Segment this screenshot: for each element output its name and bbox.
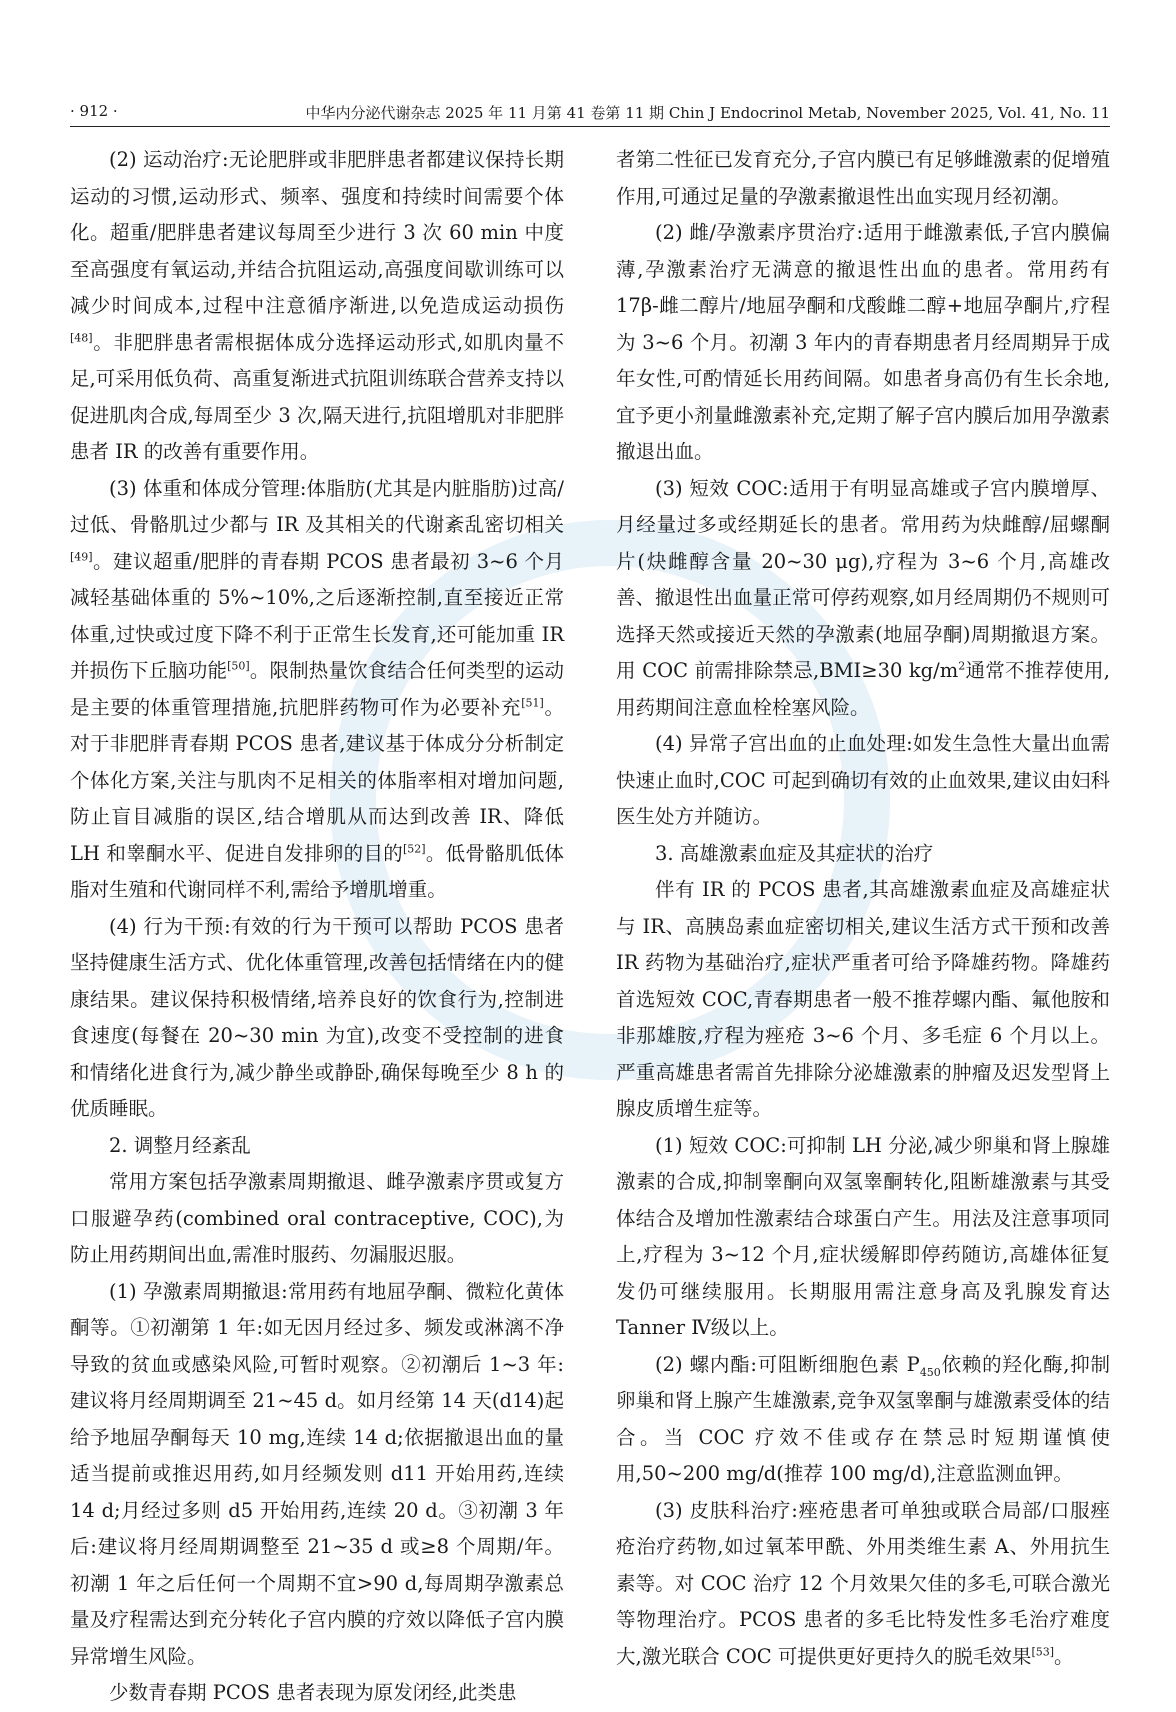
reference-53: [53] xyxy=(1031,1645,1055,1658)
paragraph-regimens: 常用方案包括孕激素周期撤退、雌孕激素序贯或复方口服避孕药(combined oral contraceptive, COC),为防止用药期间出血,需准时服药、勿漏服迟服。 xyxy=(70,1170,564,1266)
right-column xyxy=(616,142,1110,1675)
journal-citation: 中华内分泌代谢杂志 2025 年 11 月第 41 卷第 11 期 Chin J Endocrinol Metab, November 2025, Vol. 41, No. 11 xyxy=(305,104,1110,122)
paragraph-coc-antiandrogen: (1) 短效 COC:可抑制 LH 分泌,减少卵巢和肾上腺雄激素的合成,抑制睾酮向双氢睾酮转化,阻断雄激素与其受体结合及增加性激素结合球蛋白产生。用法及注意事项同上,疗程为 3~12 个月,症状缓解即停药随访,高雄体征复发仍可继续服用。长期服用需注意身高及乳腺发育达 Tanner Ⅳ级以上。 xyxy=(616,1133,1110,1339)
reference-49: [49] xyxy=(70,550,93,563)
page-number: · 912 · xyxy=(70,102,118,120)
section-heading-hyperandrogenism: 3. 高雄激素血症及其症状的治疗 xyxy=(655,841,934,865)
section-heading-menstrual: 2. 调整月经紊乱 xyxy=(109,1133,251,1157)
reference-48: [48] xyxy=(70,331,93,344)
paragraph-coc: (3) 短效 COC:适用于有明显高雄或子宫内膜增厚、月经量过多或经期延长的患者。常用药为炔雌醇/屈螺酮片(炔雌醇含量 20~30 μg),疗程为 3~6 个月,高雄改善、撤退性出血量正常可停药观察,如月经周期仍不规则可选择天然或接近天然的孕激素(地屈孕酮)周期撤退方案。用 COC 前需排除禁忌,BMI≥30 $kg/m^2$通常不推荐使用,用药期间注意血栓栓塞风险。 xyxy=(616,476,1110,719)
paragraph-dermatology: (3) 皮肤科治疗:痤疮患者可单独或联合局部/口服痤疮治疗药物,如过氧苯甲酰、外用类维生素 A、外用抗生素等。对 COC 治疗 12 个月效果欠佳的多毛,可联合激光等物理治疗。PCOS 患者的多毛比特发性多毛治疗难度大,激光联合 COC 可提供更好更持久的脱毛效果[53]。 xyxy=(616,1498,1110,1668)
left-column xyxy=(70,142,564,1712)
paragraph-primary-amenorrhea: 少数青春期 PCOS 患者表现为原发闭经,此类患 xyxy=(109,1681,517,1704)
paragraph-spironolactone: (2) 螺内酯:可阻断细胞色素 $P_{450}$依赖的羟化酶,抑制卵巢和肾上腺产生雄激素,竞争双氢睾酮与雄激素受体的结合。当 COC 疗效不佳或存在禁忌时短期谨慎使用,50~200 mg/d(推荐 100 mg/d),注意监测血钾。 xyxy=(616,1352,1110,1485)
running-header xyxy=(70,100,1110,127)
paragraph-sequential: (2) 雌/孕激素序贯治疗:适用于雌激素低,子宫内膜偏薄,孕激素治疗无满意的撤退性出血的患者。常用药有 17β-雌二醇片/地屈孕酮和戊酸雌二醇+地屈孕酮片,疗程为 3~6 个月。初潮 3 年内的青春期患者月经周期异于成年女性,可酌情延长用药间隔。如患者身高仍有生长余地,宜予更小剂量雌激素补充,定期了解子宫内膜后加用孕激素撤退出血。 xyxy=(616,221,1110,463)
paragraph-exercise: (2) 运动治疗:无论肥胖或非肥胖患者都建议保持长期运动的习惯,运动形式、频率、强度和持续时间需要个体化。超重/肥胖患者建议每周至少进行 3 次 60 min 中度至高强度有氧运动,并结合抗阻运动,高强度间歇训练可以减少时间成本,过程中注意循序渐进,以免造成运动损伤[48]。非肥胖患者需根据体成分选择运动形式,如肌肉量不足,可采用低负荷、高重复渐进式抗阻训练联合营养支持以促进肌肉合成,每周至少 3 次,隔天进行,抗阻增肌对非肥胖患者 IR 的改善有重要作用。 xyxy=(70,148,564,463)
reference-51: [51] xyxy=(521,696,544,709)
paragraph-behavior: (4) 行为干预:有效的行为干预可以帮助 PCOS 患者坚持健康生活方式、优化体重管理,改善包括情绪在内的健康结果。建议保持积极情绪,培养良好的饮食行为,控制进食速度(每餐在 20~30 min 为宜),改变不受控制的进食和情绪化进食行为,减少静坐或静卧,确保每晚至少 8 h 的优质睡眠。 xyxy=(70,914,564,1120)
reference-52: [52] xyxy=(403,842,426,855)
reference-50: [50] xyxy=(227,659,250,673)
paragraph-progestin-withdrawal: (1) 孕激素周期撤退:常用药有地屈孕酮、微粒化黄体酮等。①初潮第 1 年:如无因月经过多、频发或淋漓不净导致的贫血或感染风险,可暂时观察。②初潮后 1~3 年:建议将月经周期调至 21~45 d。如月经第 14 天(d14)起给予地屈孕酮每天 10 mg,连续 14 d;依据撤退出血的量适当提前或推迟用药,如月经频发则 d11 开始用药,连续 14 d;月经过多则 d5 开始用药,连续 20 d。③初潮 3 年后:建议将月经周期调整至 21~35 d 或≥8 个周期/年。初潮 1 年之后任何一个周期不宜>90 d,每周期孕激素总量及疗程需达到充分转化子宫内膜的疗效以降低子宫内膜异常增生风险。 xyxy=(70,1279,564,1668)
paragraph-weight-management: (3) 体重和体成分管理:体脂肪(尤其是内脏脂肪)过高/过低、骨骼肌过少都与 IR 及其相关的代谢紊乱密切相关[49]。建议超重/肥胖的青春期 PCOS 患者最初 3~6 个月减轻基础体重的 5%~10%,之后逐渐控制,直至接近正常体重,过快或过度下降不利于正常生长发育,还可能加重 IR 并损伤下丘脑功能[50]。限制热量饮食结合任何类型的运动是主要的体重管理措施,抗肥胖药物可作为必要补充[51]。对于非肥胖青春期 PCOS 患者,建议基于体成分分析制定个体化方案,关注与肌肉不足相关的体脂率相对增加问题,防止盲目减脂的误区,结合增肌从而达到改善 IR、降低 LH 和睾酮水平、促进自发排卵的目的[52]。低骨骼肌低体脂对生殖和代谢同样不利,需给予增肌增重。 xyxy=(70,476,564,901)
paragraph-amenorrhea-cont: 者第二性征已发育充分,子宫内膜已有足够雌激素的促增殖作用,可通过足量的孕激素撤退性出血实现月经初潮。 xyxy=(616,148,1110,208)
paragraph-bleeding: (4) 异常子宫出血的止血处理:如发生急性大量出血需快速止血时,COC 可起到确切有效的止血效果,建议由妇科医生处方并随访。 xyxy=(616,732,1110,828)
paragraph-hyperandrogenism: 伴有 IR 的 PCOS 患者,其高雄激素血症及高雄症状与 IR、高胰岛素血症密切相关,建议生活方式干预和改善 IR 药物为基础治疗,症状严重者可给予降雄药物。降雄药首选短效 COC,青春期患者一般不推荐螺内酯、氟他胺和非那雄胺,疗程为痤疮 3~6 个月、多毛症 6 个月以上。严重高雄患者需首先排除分泌雄激素的肿瘤及迟发型肾上腺皮质增生症等。 xyxy=(616,878,1110,1120)
